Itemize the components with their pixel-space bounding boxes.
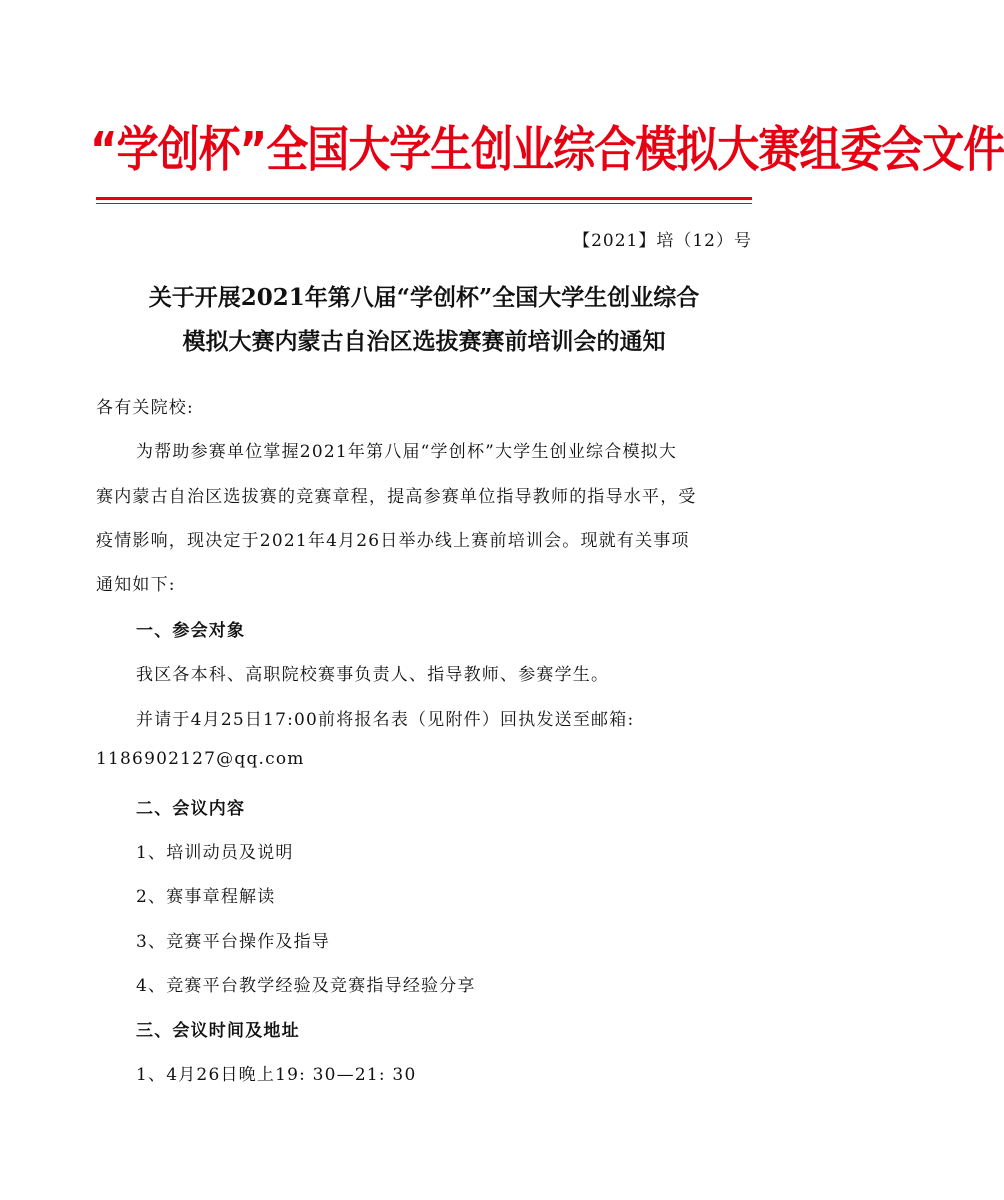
salutation: 各有关院校: xyxy=(96,398,194,418)
intro-paragraph-line: 疫情影响，现决定于2021年4月26日举办线上赛前培训会。现就有关事项 xyxy=(96,531,690,551)
section-1-line: 并请于4月25日17:00前将报名表（见附件）回执发送至邮箱: xyxy=(136,710,635,730)
agenda-item: 4、竞赛平台教学经验及竞赛指导经验分享 xyxy=(136,976,476,996)
agenda-item: 2、赛事章程解读 xyxy=(136,887,276,907)
section-2-title: 二、会议内容 xyxy=(136,799,246,819)
intro-paragraph-line: 为帮助参赛单位掌握2021年第八届“学创杯”大学生创业综合模拟大 xyxy=(136,442,678,462)
document-number: 【2021】培（12）号 xyxy=(573,231,752,251)
contact-email: 1186902127@qq.com xyxy=(96,749,305,769)
agenda-item: 3、竞赛平台操作及指导 xyxy=(136,932,331,952)
header-rule-thick xyxy=(96,197,752,200)
issuer-header-title: “学创杯”全国大学生创业综合模拟大赛组委会文件 xyxy=(90,121,1004,178)
section-1-title: 一、参会对象 xyxy=(136,621,246,641)
document-heading-line-1: 关于开展2021年第八届“学创杯”全国大学生创业综合 xyxy=(148,284,700,311)
section-1-line: 我区各本科、高职院校赛事负责人、指导教师、参赛学生。 xyxy=(136,665,610,685)
intro-paragraph-line: 赛内蒙古自治区选拔赛的竞赛章程，提高参赛单位指导教师的指导水平，受 xyxy=(96,487,697,507)
agenda-item: 1、培训动员及说明 xyxy=(136,843,294,863)
document-heading-line-2: 模拟大赛内蒙古自治区选拔赛赛前培训会的通知 xyxy=(182,328,666,355)
section-3-title: 三、会议时间及地址 xyxy=(136,1021,300,1041)
header-rule-thin xyxy=(96,203,752,204)
intro-paragraph-line: 通知如下: xyxy=(96,575,176,595)
meeting-time: 1、4月26日晚上19: 30—21: 30 xyxy=(136,1065,417,1085)
